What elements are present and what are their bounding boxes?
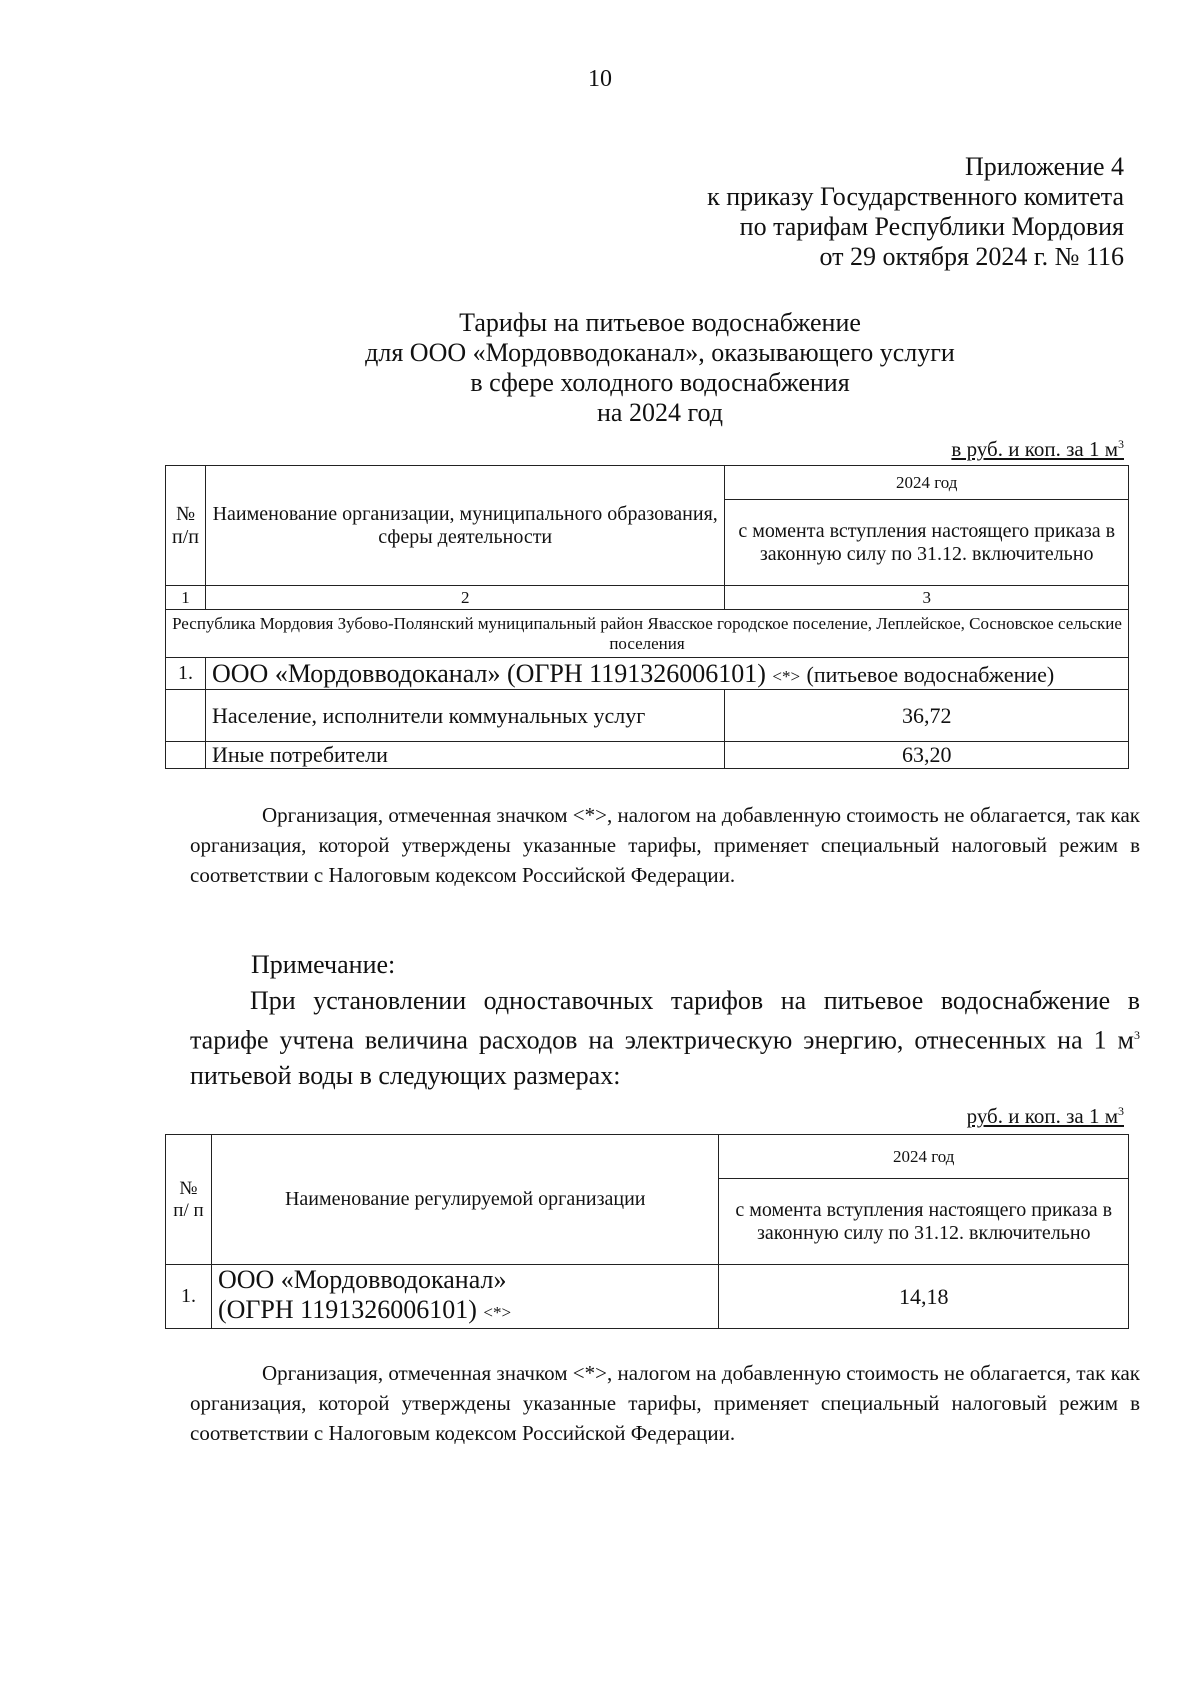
row-name: ООО «Мордовводоканал» (ОГРН 1191326006101) <*>: [211, 1265, 719, 1329]
note-text: При установлении одноставочных тарифов на питьевое водоснабжение в тарифе учтена величина расходов на электрическую энергию, отнесенных на 1 $м^3$ питьевой воды в следующих размерах:: [190, 986, 1140, 1090]
appendix-line-1: Приложение 4: [964, 152, 1124, 181]
page-number: 10: [588, 66, 612, 92]
row-value: 14,18: [719, 1265, 1129, 1329]
org-num: 1.: [166, 658, 206, 690]
footnote-1: Организация, отмеченная значком <*>, налогом на добавленную стоимость не облагается, так как организация, которой утверждены указанные тарифы, применяет специальный налоговый режим в соответствии с Налоговым кодексом Российской Федерации.: [190, 803, 1140, 887]
energy-cost-table: [165, 1134, 1129, 1329]
appendix-header: [707, 152, 1124, 272]
title-line-4: на 2024 год: [597, 398, 723, 427]
document-title: [0, 308, 1200, 428]
col-period-header: с момента вступления настоящего приказа в законную силу по 31.12. включительно: [725, 500, 1129, 586]
appendix-line-2: к приказу Государственного комитета: [707, 182, 1124, 211]
appendix-line-3: по тарифам Республики Мордовия: [739, 212, 1124, 241]
row2-value: 63,20: [725, 742, 1129, 769]
col-name-header: Наименование организации, муниципального образования, сферы деятельности: [205, 466, 724, 586]
region-row: Республика Мордовия Зубово-Полянский муниципальный район Явасское городское поселение, Леплейское, Сосновское сельские поселения: [166, 610, 1129, 658]
table2-unit: руб. и коп. за 1 $м^3$: [966, 1104, 1124, 1128]
col-period-header: с момента вступления настоящего приказа в законную силу по 31.12. включительно: [719, 1179, 1129, 1265]
title-line-2: для ООО «Мордовводоканал», оказывающего услуги: [365, 338, 955, 367]
footnote-2: Организация, отмеченная значком <*>, налогом на добавленную стоимость не облагается, так как организация, которой утверждены указанные тарифы, применяет специальный налоговый режим в соответствии с Налоговым кодексом Российской Федерации.: [190, 1361, 1140, 1445]
org-service: (питьевое водоснабжение): [806, 661, 1055, 687]
org-name: ООО «Мордовводоканал» (ОГРН 1191326006101): [211, 658, 766, 688]
row-mark: <*>: [483, 1303, 512, 1322]
col-year-header: 2024 год: [719, 1135, 1129, 1179]
row-num: 1.: [166, 1265, 212, 1329]
org-row: [205, 658, 1128, 690]
tariff-table: [165, 465, 1129, 769]
row1-value: 36,72: [725, 690, 1129, 742]
col-year-header: 2024 год: [725, 466, 1129, 500]
row2-label: Иные потребители: [205, 742, 724, 769]
col-name-header: Наименование регулируемой организации: [211, 1135, 719, 1265]
appendix-line-4: от 29 октября 2024 г. № 116: [819, 242, 1124, 271]
title-line-3: в сфере холодного водоснабжения: [470, 368, 850, 397]
note-heading: Примечание:: [251, 950, 396, 979]
org-mark: <*>: [772, 666, 801, 686]
row1-label: Население, исполнители коммунальных услуг: [205, 690, 724, 742]
index-cell: 1: [166, 586, 206, 610]
index-cell: 3: [725, 586, 1129, 610]
col-num-header: № п/п: [166, 466, 206, 586]
index-cell: 2: [205, 586, 724, 610]
title-line-1: Тарифы на питьевое водоснабжение: [459, 308, 861, 337]
col-num-header: № п/ п: [166, 1135, 212, 1265]
table1-unit: в руб. и коп. за 1 $м^3$: [951, 437, 1124, 461]
